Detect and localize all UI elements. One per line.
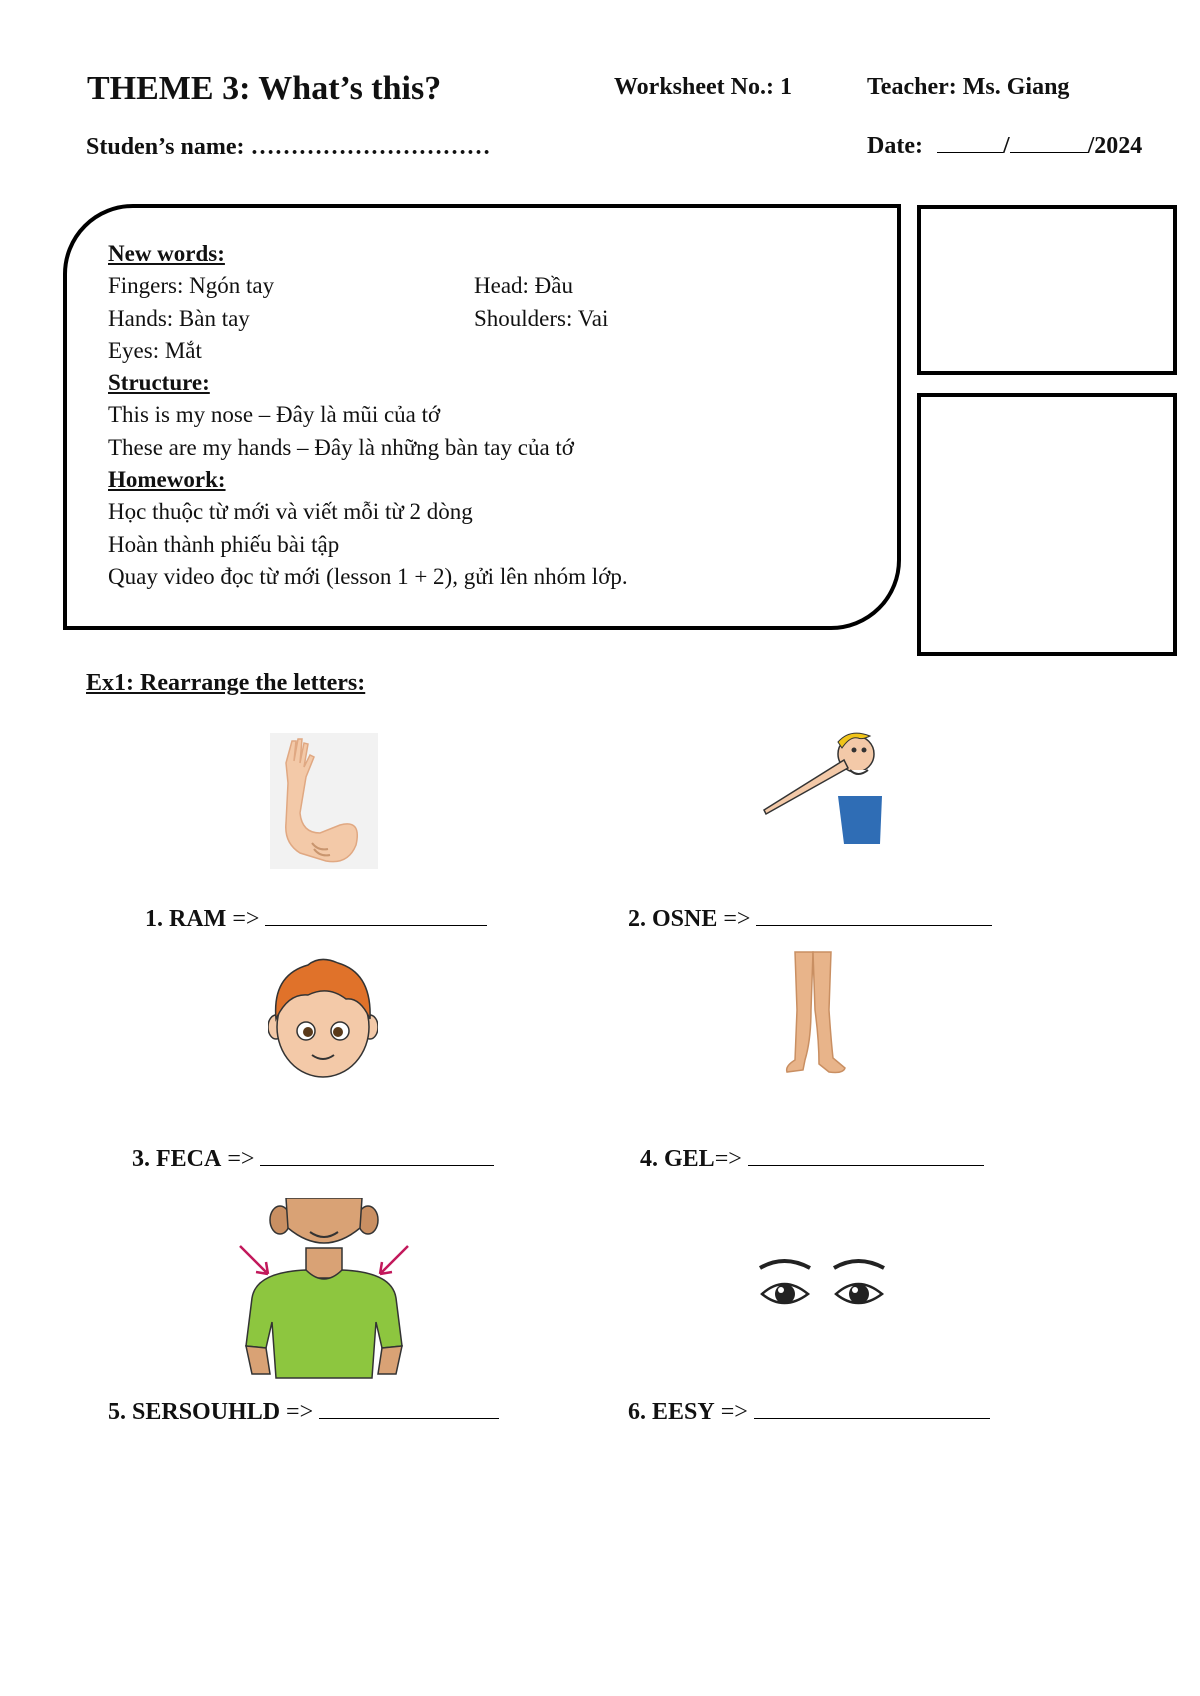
item-number: 3. <box>132 1146 150 1172</box>
scrambled-word: GEL <box>664 1146 715 1172</box>
structure-heading: Structure: <box>108 370 210 396</box>
exercise-item-4 <box>640 1143 984 1173</box>
answer-blank-6[interactable] <box>754 1396 990 1419</box>
arrow: => <box>227 1146 255 1172</box>
item-number: 2. <box>628 906 646 932</box>
word-fingers: Fingers: Ngón tay <box>108 273 275 299</box>
date-month-blank[interactable] <box>1010 130 1088 153</box>
exercise-item-3 <box>132 1143 494 1173</box>
arrow: => <box>723 906 751 932</box>
arrow: => <box>286 1399 314 1425</box>
student-name-field[interactable]: Studen’s name: ………………………… <box>86 134 491 160</box>
teacher-name: Teacher: Ms. Giang <box>867 74 1070 100</box>
homework-heading: Homework: <box>108 467 226 493</box>
side-box-bottom <box>917 393 1177 656</box>
exercise-item-2 <box>628 903 992 933</box>
arrow: => <box>714 1146 742 1172</box>
homework-line: Quay video đọc từ mới (lesson 1 + 2), gửi lên nhóm lớp. <box>108 563 628 589</box>
long-nose-man-picture <box>758 726 884 846</box>
word-head: Head: Đầu <box>474 273 573 299</box>
side-box-top <box>917 205 1177 375</box>
exercise-item-1 <box>145 903 487 933</box>
scrambled-word: OSNE <box>652 906 718 932</box>
arm-picture <box>270 733 378 869</box>
scrambled-word: EESY <box>652 1399 715 1425</box>
scrambled-word: RAM <box>169 906 227 932</box>
structure-line: This is my nose – Đây là mũi của tớ <box>108 402 441 428</box>
date-label: Date: <box>867 133 923 159</box>
item-number: 5. <box>108 1399 126 1425</box>
scrambled-word: FECA <box>156 1146 222 1172</box>
boy-face-picture <box>268 955 378 1079</box>
item-number: 6. <box>628 1399 646 1425</box>
shoulders-picture <box>236 1198 412 1380</box>
date-year: /2024 <box>1087 133 1143 159</box>
arrow: => <box>232 906 260 932</box>
word-row <box>108 303 628 335</box>
homework-line: Học thuộc từ mới và viết mỗi từ 2 dòng <box>108 499 473 525</box>
lesson-content <box>108 238 628 593</box>
date-field[interactable] <box>867 130 1142 160</box>
legs-picture <box>755 950 873 1078</box>
structure-line: These are my hands – Đây là những bàn tay của tớ <box>108 434 574 460</box>
homework-line: Hoàn thành phiếu bài tập <box>108 531 340 557</box>
new-words-heading: New words: <box>108 241 225 266</box>
word-row <box>108 270 628 302</box>
page-title: THEME 3: What’s this? <box>87 70 442 107</box>
word-shoulders: Shoulders: Vai <box>474 305 609 331</box>
worksheet-number: Worksheet No.: 1 <box>614 74 792 100</box>
item-number: 4. <box>640 1146 658 1172</box>
item-number: 1. <box>145 906 163 932</box>
eyes-picture <box>756 1258 888 1318</box>
scrambled-word: SERSOUHLD <box>132 1399 281 1425</box>
answer-blank-4[interactable] <box>748 1143 984 1166</box>
exercise-item-5 <box>108 1396 499 1426</box>
word-eyes: Eyes: Mắt <box>108 337 202 363</box>
arrow: => <box>720 1399 748 1425</box>
exercise-title: Ex1: Rearrange the letters: <box>86 670 366 696</box>
date-day-blank[interactable] <box>937 130 1003 153</box>
answer-blank-1[interactable] <box>265 903 487 926</box>
date-separator: / <box>1002 133 1010 159</box>
answer-blank-3[interactable] <box>260 1143 494 1166</box>
answer-blank-5[interactable] <box>319 1396 499 1419</box>
exercise-item-6 <box>628 1396 990 1426</box>
word-hands: Hands: Bàn tay <box>108 305 250 331</box>
answer-blank-2[interactable] <box>756 903 992 926</box>
